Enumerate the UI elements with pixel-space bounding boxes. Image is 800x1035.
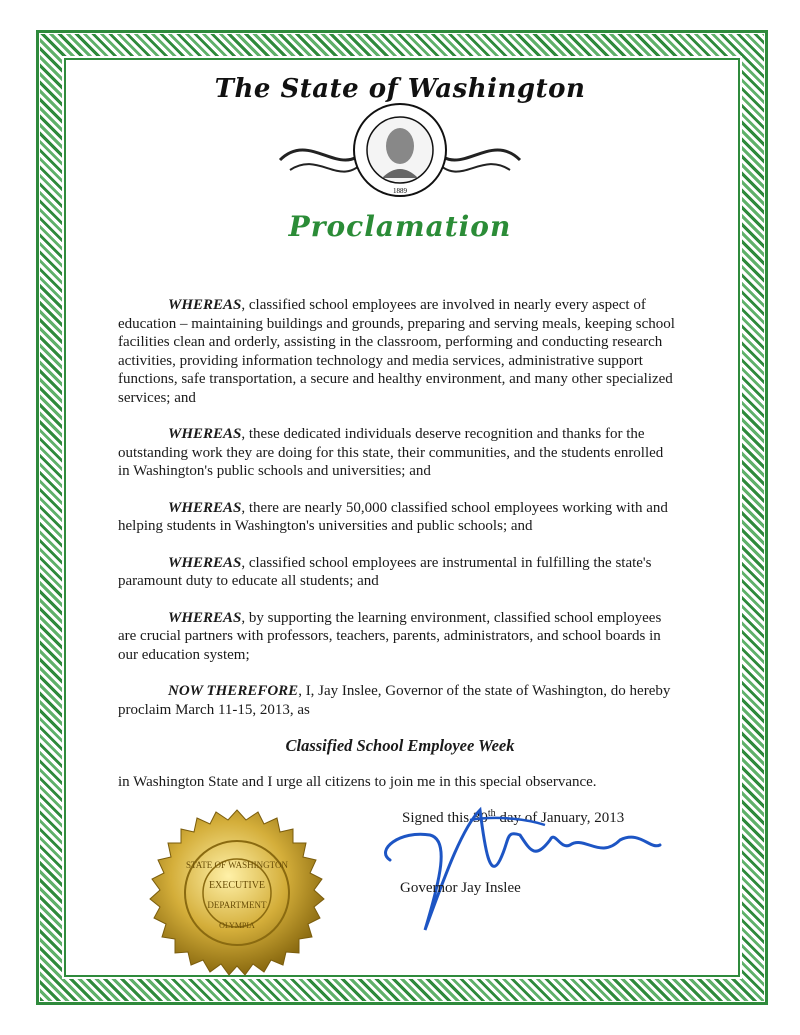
observance-title: Classified School Employee Week [285,736,515,755]
paragraph-lead: WHEREAS [168,297,242,313]
seal-year-text: 1889 [393,187,407,195]
whereas-paragraph [118,499,678,536]
state-seal-emblem [270,100,530,200]
paragraph-lead: WHEREAS [168,426,242,442]
whereas-paragraph [118,425,678,481]
paragraph-lead: WHEREAS [168,554,242,571]
signed-suffix: day of January, 2013 [495,810,625,826]
paragraph-lead: NOW THEREFORE [168,683,299,699]
whereas-paragraph [118,554,678,591]
paragraph-text: , by supporting the learning environment, classified school employees are crucial partners with professors, teachers, parents, administrators, and school boards in our education system; [118,609,662,663]
paragraph-lead: WHEREAS [168,609,242,626]
seal-text-base: OLYMPIA [219,921,255,930]
whereas-paragraph [118,609,678,665]
proclamation-body [118,296,678,737]
paragraph-text: , classified school employees are involved in nearly every aspect of education – maintaining buildings and grounds, preparing and serving meals, keeping school facilities clean and orderly, assisting in the classroom, performing and conducting research activities, providing information technology and media services, administrative support functions, safe transportation, a secure and healthy environment, and many other specialized services; and [118,297,675,406]
signed-ordinal: th [487,808,496,819]
governor-signature [370,790,670,940]
state-title: The State of Washington [214,74,586,104]
paragraph-text: , classified school employees are instrumental in fulfilling the state's paramount duty to educate all students; and [118,554,652,589]
seal-text-mid: EXECUTIVE [208,880,266,891]
signed-prefix: Signed this 30 [402,810,488,826]
paragraph-text: , these dedicated individuals deserve recognition and thanks for the outstanding work they are doing for this state, their communities, and the students enrolled in Washington's public schools and universities; and [118,426,664,479]
paragraph-lead: WHEREAS [168,499,242,516]
seal-text-bottom: DEPARTMENT [207,900,267,910]
whereas-paragraph [118,296,678,407]
gold-executive-seal [142,808,332,978]
now-therefore-paragraph [118,682,678,719]
paragraph-text: , I, Jay Inslee, Governor of the state of Washington, do hereby proclaim March 11-15, 2013, as [118,683,671,718]
seal-text-top: STATE OF WASHINGTON [186,860,288,870]
proclamation-heading: Proclamation [288,210,512,243]
signer-name: Governor Jay Inslee [400,880,521,896]
paragraph-text: , there are nearly 50,000 classified school employees working with and helping students in Washington's universities and public schools; and [118,499,668,534]
closing-line: in Washington State and I urge all citizens to join me in this special observance. [118,774,597,790]
